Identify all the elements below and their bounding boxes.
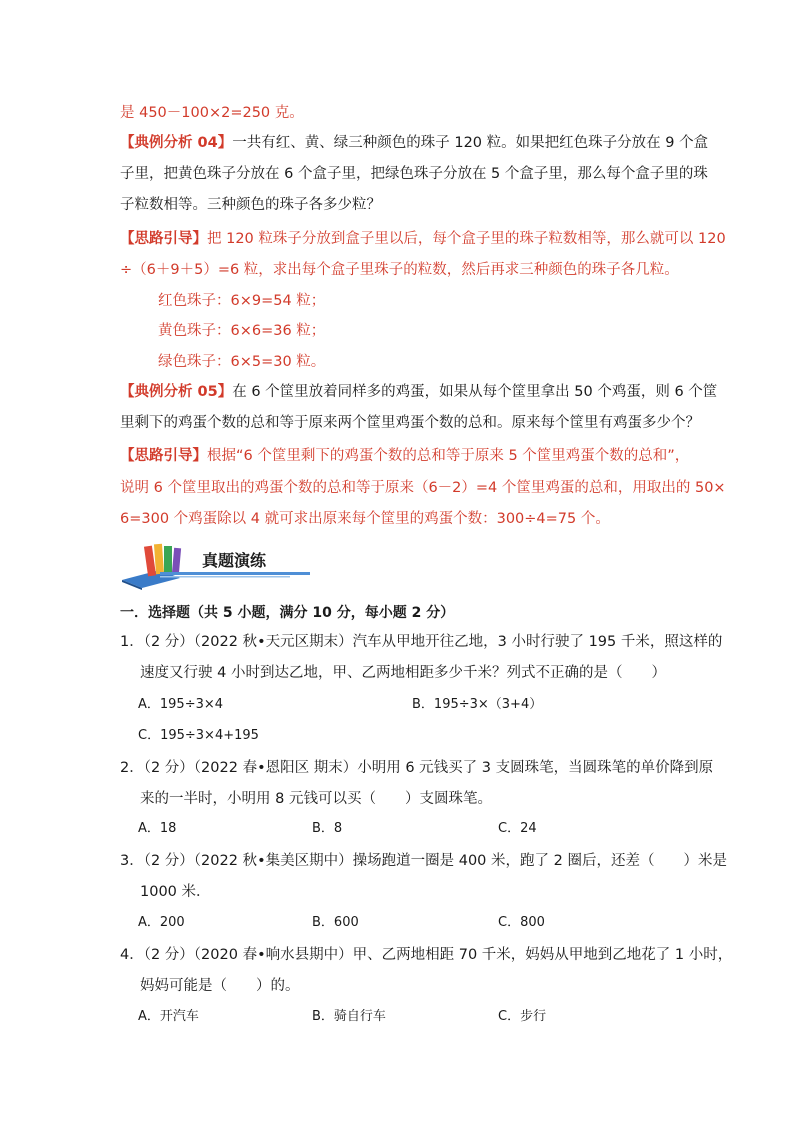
question-1-option-a[interactable]: A．195÷3×4 [138,697,224,712]
example-04-line-2: 子里，把黄色珠子分放在 6 个盒子里，把绿色珠子分放在 5 个盒子里，那么每个盒子里的珠 [120,166,708,182]
question-2-line-2: 来的一半时，小明用 8 元钱可以买（ ）支圆珠笔。 [140,791,492,807]
question-3-option-c[interactable]: C．800 [498,915,545,930]
example-05-hint-line-2: 说明 6 个筐里取出的鸡蛋个数的总和等于原来（6－2）=4 个筐里鸡蛋的总和，用取出的 50× [120,480,726,496]
example-04-result-red: 红色珠子：6×9=54 粒； [158,293,326,309]
example-05-hint-line-1 [120,446,689,466]
example-04-result-yellow: 黄色珠子：6×6=36 粒； [158,323,326,339]
example-05-hint-line-3: 6=300 个鸡蛋除以 4 就可求出原来每个筐里的鸡蛋个数：300÷4=75 个。 [120,511,610,527]
continued-answer-line [120,103,304,123]
example-05-tag: 【典例分析 05】 [120,384,233,400]
question-1-line-2: 速度又行驶 4 小时到达乙地，甲、乙两地相距多少千米？列式不正确的是（ ） [140,665,666,681]
question-2-option-b[interactable]: B．8 [312,821,343,836]
example-04-text-1: 一共有红、黄、绿三种颜色的珠子 120 粒。如果把红色珠子分放在 9 个盒 [232,135,709,151]
example-04-tag: 【典例分析 04】 [120,135,233,151]
example-04-line-1 [120,133,708,153]
example-04-hint-line-2: ÷（6＋9＋5）=6 粒，求出每个盒子里珠子的粒数，然后再求三种颜色的珠子各几粒。 [120,262,679,278]
question-2-option-c[interactable]: C．24 [498,821,537,836]
question-3-line-1: 3．（2 分）（2022 秋•集美区期中）操场跑道一圈是 400 米，跑了 2 圈后，还差（ ）米是 [120,853,727,869]
question-3-line-2: 1000 米． [140,884,211,900]
practice-banner [120,540,310,590]
question-1-option-c[interactable]: C．195÷3×4+195 [138,728,259,743]
example-04-hint-line-1 [120,229,726,249]
banner-title: 真题演练 [202,551,267,570]
example-04-line-3: 子粒数相等。三种颜色的珠子各多少粒？ [120,197,381,213]
answer-text: 是 450－100×2=250 克。 [120,105,304,121]
example-05-text-1: 在 6 个筐里放着同样多的鸡蛋，如果从每个筐里拿出 50 个鸡蛋，则 6 个筐 [232,384,718,400]
question-3-option-a[interactable]: A．200 [138,915,185,930]
question-4-line-2: 妈妈可能是（ ）的。 [140,978,300,994]
question-1-line-1: 1．（2 分）（2022 秋•天元区期末）汽车从甲地开往乙地，3 小时行驶了 195 千米，照这样的 [120,634,723,650]
example-05-hint-tag: 【思路引导】 [120,448,207,464]
question-4-option-c[interactable]: C．步行 [498,1009,547,1024]
question-4-line-1: 4．（2 分）（2020 春•响水县期中）甲、乙两地相距 70 千米，妈妈从甲地到乙地花了 1 小时， [120,947,733,963]
question-4-option-a[interactable]: A．开汽车 [138,1009,199,1024]
example-04-hint-tag: 【思路引导】 [120,231,207,247]
question-4-option-b[interactable]: B．骑自行车 [312,1009,386,1024]
question-2-line-1: 2．（2 分）（2022 春•恩阳区 期末）小明用 6 元钱买了 3 支圆珠笔，当圆珠笔的单价降到原 [120,760,714,776]
example-05-line-2: 里剩下的鸡蛋个数的总和等于原来两个筐里鸡蛋个数的总和。原来每个筐里有鸡蛋多少个？ [120,415,700,431]
example-04-result-green: 绿色珠子：6×5=30 粒。 [158,354,326,370]
example-05-hint-text-1: 根据“6 个筐里剩下的鸡蛋个数的总和等于原来 5 个筐里鸡蛋个数的总和”， [207,448,690,464]
question-1-option-b[interactable]: B．195÷3×（3+4） [412,697,543,712]
question-2-option-a[interactable]: A．18 [138,821,177,836]
example-04-hint-text-1: 把 120 粒珠子分放到盒子里以后，每个盒子里的珠子粒数相等，那么就可以 120 [207,231,726,247]
question-3-option-b[interactable]: B．600 [312,915,359,930]
section-heading: 一．选择题（共 5 小题，满分 10 分，每小题 2 分） [120,605,455,621]
example-05-line-1 [120,382,717,402]
